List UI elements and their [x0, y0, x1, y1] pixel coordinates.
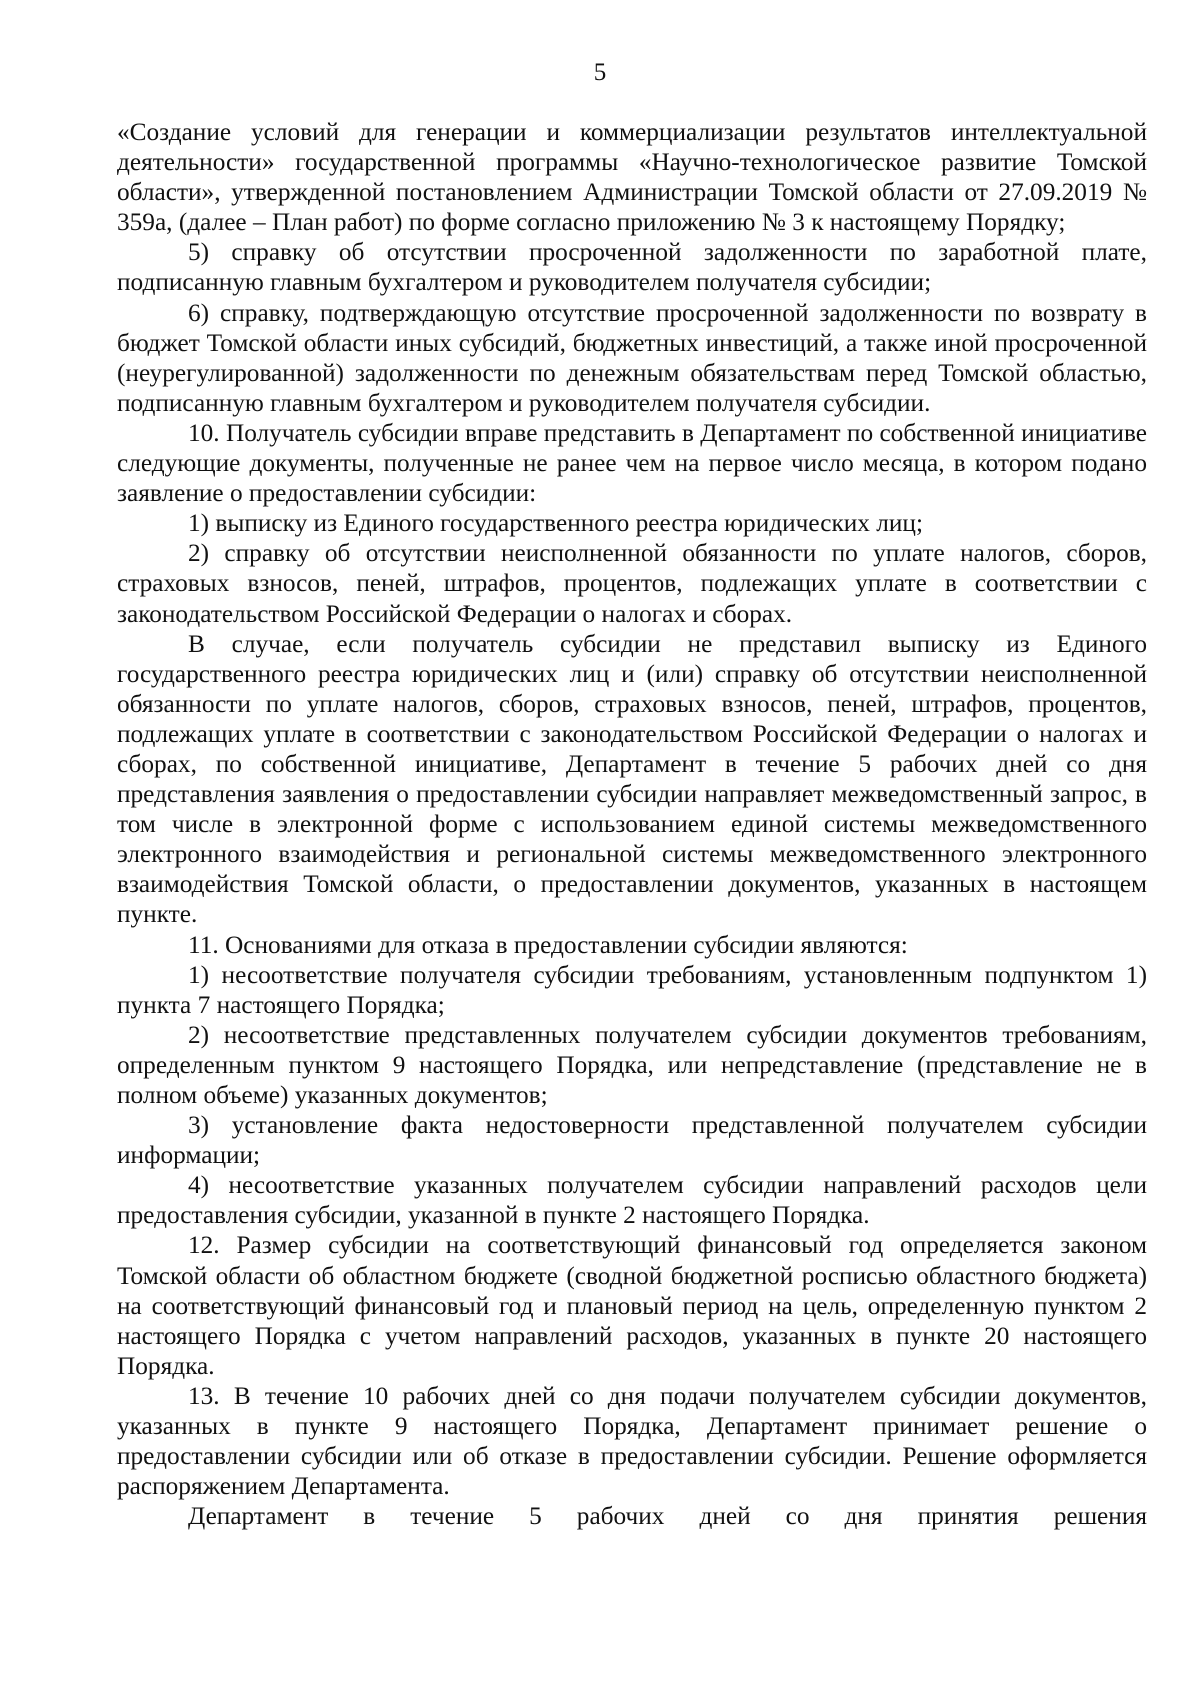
paragraph-plan-continuation: «Создание условий для генерации и коммерциализации результатов интеллектуальной деятельности» государственной программы «Научно-технологическое развитие Томской области», утвержденной постановлением Администрации Томской области от 27.09.2019 № 359а, (далее – План работ) по форме согласно приложению № 3 к настоящему Порядку; — [117, 118, 1147, 237]
paragraph-clause-11-item-3: 3) установление факта недостоверности представленной получателем субсидии информации; — [117, 1111, 1147, 1170]
paragraph-clause-11: 11. Основаниями для отказа в предоставлении субсидии являются: — [188, 930, 908, 959]
paragraph-clause-10-item-2: 2) справку об отсутствии неисполненной обязанности по уплате налогов, сборов, страховых взносов, пеней, штрафов, процентов, подлежащих уплате в соответствии с законодательством Российской Федерации о налогах и сборах. — [117, 539, 1147, 628]
paragraph-clause-10: 10. Получатель субсидии вправе представить в Департамент по собственной инициативе следующие документы, полученные не ранее чем на первое число месяца, в котором подано заявление о предоставлении субсидии: — [117, 418, 1147, 508]
paragraph-clause-11-item-2: 2) несоответствие представленных получателем субсидии документов требованиям, определенным пунктом 9 настоящего Порядка, или непредставление (представление не в полном объеме) указанных документов; — [117, 1020, 1147, 1109]
paragraph-clause-12: 12. Размер субсидии на соответствующий финансовый год определяется законом Томской области об областном бюджете (сводной бюджетной росписью областного бюджета) на соответствующий финансовый год и плановый период на цель, определенную пунктом 2 настоящего Порядка с учетом направлений расходов, указанных в пункте 20 настоящего Порядка. — [117, 1231, 1147, 1380]
paragraph-item-6-debt-certificate: 6) справку, подтверждающую отсутствие просроченной задолженности по возврату в бюджет Томской области иных субсидий, бюджетных инвестиций, а также иной просроченной (неурегулированной) задолженности по денежным обязательствам перед Томской областью, подписанную главным бухгалтером и руководителем получателя субсидии. — [117, 298, 1147, 417]
paragraph-department-decision: Департамент в течение 5 рабочих дней со дня принятия решения — [188, 1502, 1147, 1531]
paragraph-clause-13: 13. В течение 10 рабочих дней со дня подачи получателем субсидии документов, указанных в пункте 9 настоящего Порядка, Департамент принимает решение о предоставлении субсидии или об отказе в предоставлении субсидии. Решение оформляется распоряжением Департамента. — [117, 1381, 1147, 1501]
paragraph-clause-11-item-4: 4) несоответствие указанных получателем субсидии направлений расходов цели предоставления субсидии, указанной в пункте 2 настоящего Порядка. — [117, 1171, 1147, 1230]
paragraph-item-5-salary-certificate: 5) справку об отсутствии просроченной задолженности по заработной плате, подписанную главным бухгалтером и руководителем получателя субсидии; — [117, 238, 1147, 297]
paragraph-clause-11-item-1: 1) несоответствие получателя субсидии требованиям, установленным подпунктом 1) пункта 7 настоящего Порядка; — [117, 960, 1147, 1019]
paragraph-interagency-request: В случае, если получатель субсидии не представил выписку из Единого государственного реестра юридических лиц и (или) справку об отсутствии неисполненной обязанности по уплате налогов, сборов, страховых взносов, пеней, штрафов, процентов, подлежащих уплате в соответствии с законодательством Российской Федерации о налогах и сборах, по собственной инициативе, Департамент в течение 5 рабочих дней со дня представления заявления о предоставлении субсидии направляет межведомственный запрос, в том числе в электронной форме с использованием единой системы межведомственного электронного взаимодействия и региональной системы межведомственного электронного взаимодействия Томской области, о предоставлении документов, указанных в настоящем пункте. — [117, 629, 1147, 929]
paragraph-clause-10-item-1: 1) выписку из Единого государственного реестра юридических лиц; — [188, 509, 923, 538]
document-body — [117, 117, 1147, 1531]
page-number: 5 — [593, 59, 607, 86]
